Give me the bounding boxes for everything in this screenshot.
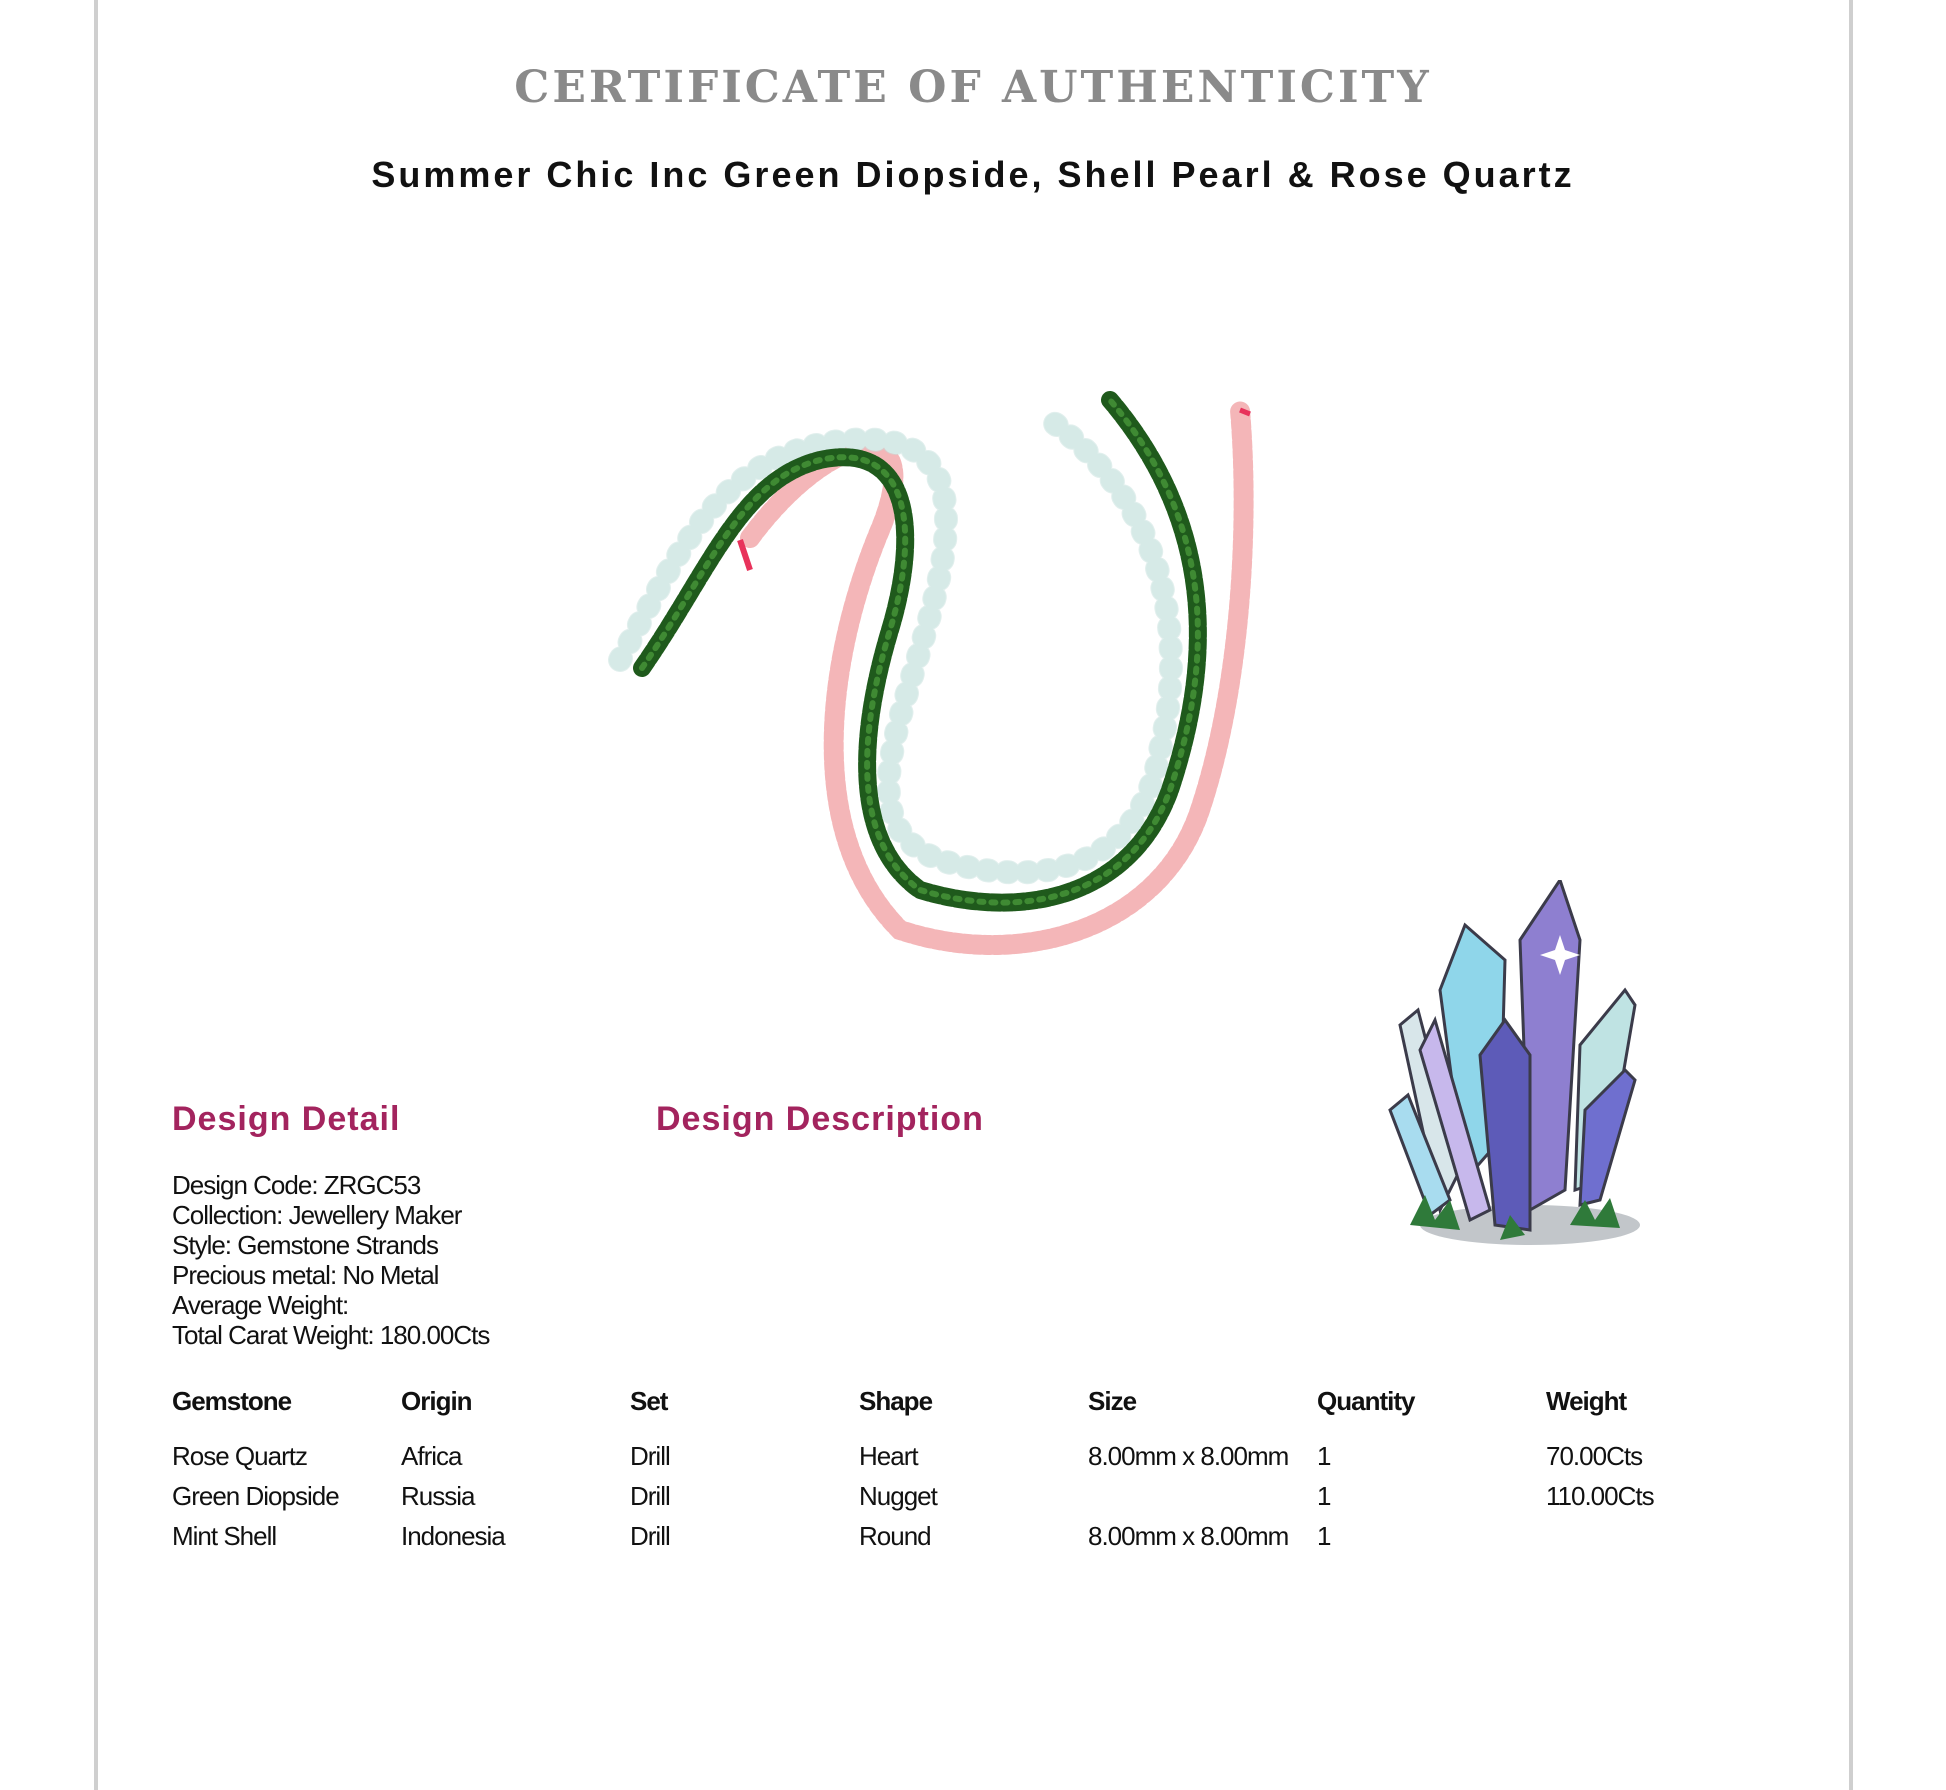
style: Style: Gemstone Strands: [172, 1230, 439, 1260]
table-cell: Heart: [859, 1440, 918, 1471]
table-cell: 1: [1317, 1440, 1331, 1471]
table-cell: 8.00mm x 8.00mm: [1088, 1440, 1289, 1471]
table-row: [172, 1516, 1775, 1556]
page-border-left: [94, 0, 98, 1790]
table-cell: 8.00mm x 8.00mm: [1088, 1520, 1289, 1551]
column-header: Shape: [859, 1385, 933, 1416]
gemstone-strands-photo: [600, 370, 1320, 960]
table-cell: 110.00Cts: [1546, 1480, 1654, 1511]
table-cell: 1: [1317, 1480, 1331, 1511]
gemstone-table: [172, 1384, 1775, 1556]
certificate-heading: CERTIFICATE OF AUTHENTICITY: [514, 62, 1432, 113]
design-detail-list: [172, 1170, 489, 1350]
design-detail-heading: Design Detail: [172, 1100, 401, 1138]
column-header: Weight: [1546, 1385, 1627, 1416]
table-cell: Drill: [630, 1480, 670, 1511]
table-row: [172, 1476, 1775, 1516]
average-weight: Average Weight:: [172, 1290, 349, 1320]
table-cell: Russia: [401, 1480, 475, 1511]
table-cell: [1088, 1476, 1317, 1516]
table-cell: 70.00Cts: [1546, 1440, 1643, 1471]
total-carat-weight: Total Carat Weight: 180.00Cts: [172, 1320, 490, 1350]
table-cell: 1: [1317, 1520, 1331, 1551]
table-header-row: [172, 1384, 1775, 1436]
table-cell: [1546, 1516, 1775, 1556]
table-cell: Green Diopside: [172, 1480, 339, 1511]
table-cell: Indonesia: [401, 1520, 505, 1551]
table-cell: Mint Shell: [172, 1520, 277, 1551]
table-cell: Rose Quartz: [172, 1440, 307, 1471]
precious-metal: Precious metal: No Metal: [172, 1260, 439, 1290]
column-header: Quantity: [1317, 1385, 1415, 1416]
table-cell: Nugget: [859, 1480, 937, 1511]
column-header: Set: [630, 1385, 668, 1416]
collection: Collection: Jewellery Maker: [172, 1200, 462, 1230]
crystal-cluster-illustration: [1380, 880, 1680, 1260]
table-cell: Round: [859, 1520, 931, 1551]
table-cell: Drill: [630, 1440, 670, 1471]
column-header: Gemstone: [172, 1385, 292, 1416]
table-cell: Africa: [401, 1440, 462, 1471]
table-row: [172, 1436, 1775, 1476]
design-code: Design Code: ZRGC53: [172, 1170, 421, 1200]
product-title: Summer Chic Inc Green Diopside, Shell Pearl & Rose Quartz: [371, 154, 1575, 195]
table-cell: Drill: [630, 1520, 670, 1551]
column-header: Size: [1088, 1385, 1137, 1416]
page-border-right: [1849, 0, 1853, 1790]
design-description-heading: Design Description: [656, 1100, 984, 1138]
column-header: Origin: [401, 1385, 472, 1416]
